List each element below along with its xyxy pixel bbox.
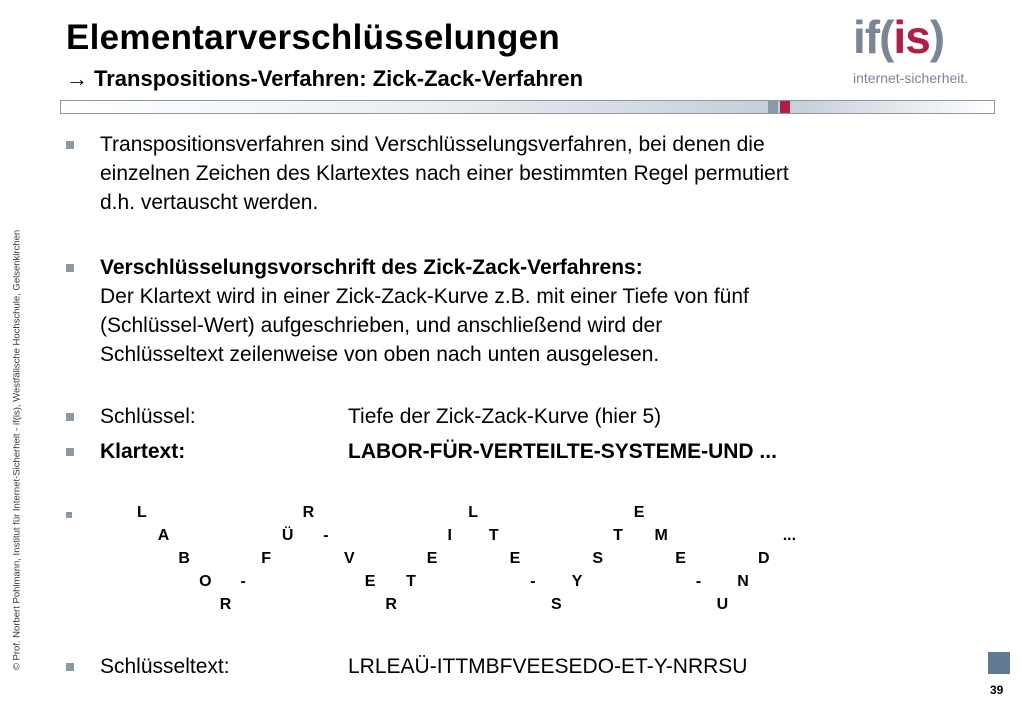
copyright-sidebar xyxy=(8,200,26,700)
zigzag-letter: U xyxy=(716,596,729,613)
text-line: einzelnen Zeichen des Klartextes nach einer bestimmten Regel permutiert xyxy=(100,162,789,185)
zigzag-letter: - xyxy=(695,573,702,590)
plaintext-value: LABOR-FÜR-VERTEILTE-SYSTEME-UND ... xyxy=(348,440,777,463)
zigzag-letter: I xyxy=(447,527,452,544)
zigzag-letter: T xyxy=(488,527,499,544)
zigzag-letter: R xyxy=(302,504,315,521)
zigzag-letter: Ü xyxy=(281,527,294,544)
ifis-logo xyxy=(848,10,998,94)
ciphertext-value: LRLEAÜ-ITTMBFVEESEDO-ET-Y-NRRSU xyxy=(348,655,748,678)
text-line: Transpositionsverfahren sind Verschlüsselungsverfahren, bei denen die xyxy=(100,133,765,156)
zigzag-letter: Y xyxy=(571,573,583,590)
zigzag-letter: - xyxy=(530,573,536,590)
text-line: d.h. vertauscht werden. xyxy=(100,191,319,214)
zigzag-letter: R xyxy=(219,596,232,613)
bullet-icon xyxy=(66,141,74,149)
zigzag-letter: V xyxy=(344,550,355,567)
text-line: Schlüsseltext zeilenweise von oben nach unten ausgelesen. xyxy=(100,343,660,366)
text-line: (Schlüssel-Wert) aufgeschrieben, und anschließend wird der xyxy=(100,314,663,337)
zigzag-letter: E xyxy=(509,550,521,567)
bullet-icon xyxy=(66,264,74,272)
zigzag-letter: S xyxy=(592,550,604,567)
page-title: Elementarverschlüsselungen xyxy=(66,18,561,57)
bar-square xyxy=(768,101,778,113)
bullet-icon xyxy=(66,413,74,421)
rule-heading: Verschlüsselungsvorschrift des Zick-Zack-Verfahrens: xyxy=(100,256,643,279)
arrow-icon: → xyxy=(66,66,88,91)
zigzag-letter: L xyxy=(137,504,147,521)
paragraph-definition xyxy=(100,130,789,217)
zigzag-letter: A xyxy=(157,527,170,544)
paragraph-rule xyxy=(100,253,749,369)
zigzag-letter: - xyxy=(323,527,329,544)
bullet-icon xyxy=(66,512,72,518)
header-divider-bar xyxy=(60,100,995,114)
zigzag-letter: D xyxy=(758,550,770,567)
zigzag-letter: T xyxy=(406,573,416,590)
zigzag-letter: M xyxy=(654,527,668,544)
key-value: Tiefe der Zick-Zack-Kurve (hier 5) xyxy=(348,405,662,428)
copyright-text: © Prof. Norbert Pohlmann, Institut für Internet-Sicherheit - if(is), Westfälische Hochschule, Gelsenkirchen xyxy=(11,229,23,671)
bullet-icon xyxy=(66,448,74,456)
logo-mark: if(is) xyxy=(853,11,945,63)
page-subtitle xyxy=(66,66,583,92)
zigzag-letter: E xyxy=(633,504,645,521)
key-label: Schlüssel: xyxy=(100,405,196,428)
zigzag-letter: E xyxy=(675,550,686,567)
zigzag-letter: B xyxy=(178,550,190,567)
ciphertext-label: Schlüsseltext: xyxy=(100,655,230,678)
plaintext-label: Klartext: xyxy=(100,440,186,463)
page-number: 39 xyxy=(990,683,1004,697)
bullet-icon xyxy=(66,663,74,671)
zigzag-letter: N xyxy=(737,573,749,590)
zigzag-letter: R xyxy=(385,596,397,613)
subtitle-text: Transpositions-Verfahren: Zick-Zack-Verfahren xyxy=(94,66,584,91)
bar-square-accent xyxy=(780,101,790,113)
nav-square-icon xyxy=(988,652,1010,674)
bar-square xyxy=(792,101,802,113)
zigzag-letter: F xyxy=(261,550,271,567)
zigzag-letter: O xyxy=(199,573,212,590)
zigzag-letter: T xyxy=(613,527,623,544)
zigzag-letter: ... xyxy=(782,527,797,544)
zigzag-letter: E xyxy=(426,550,438,567)
zigzag-letter: S xyxy=(551,596,562,613)
logo-tagline: internet-sicherheit. xyxy=(853,70,969,86)
text-line: Der Klartext wird in einer Zick-Zack-Kurve z.B. mit einer Tiefe von fünf xyxy=(100,285,749,308)
zigzag-letter: E xyxy=(364,573,376,590)
zigzag-letter: - xyxy=(240,573,246,590)
zigzag-letter: L xyxy=(468,504,478,521)
